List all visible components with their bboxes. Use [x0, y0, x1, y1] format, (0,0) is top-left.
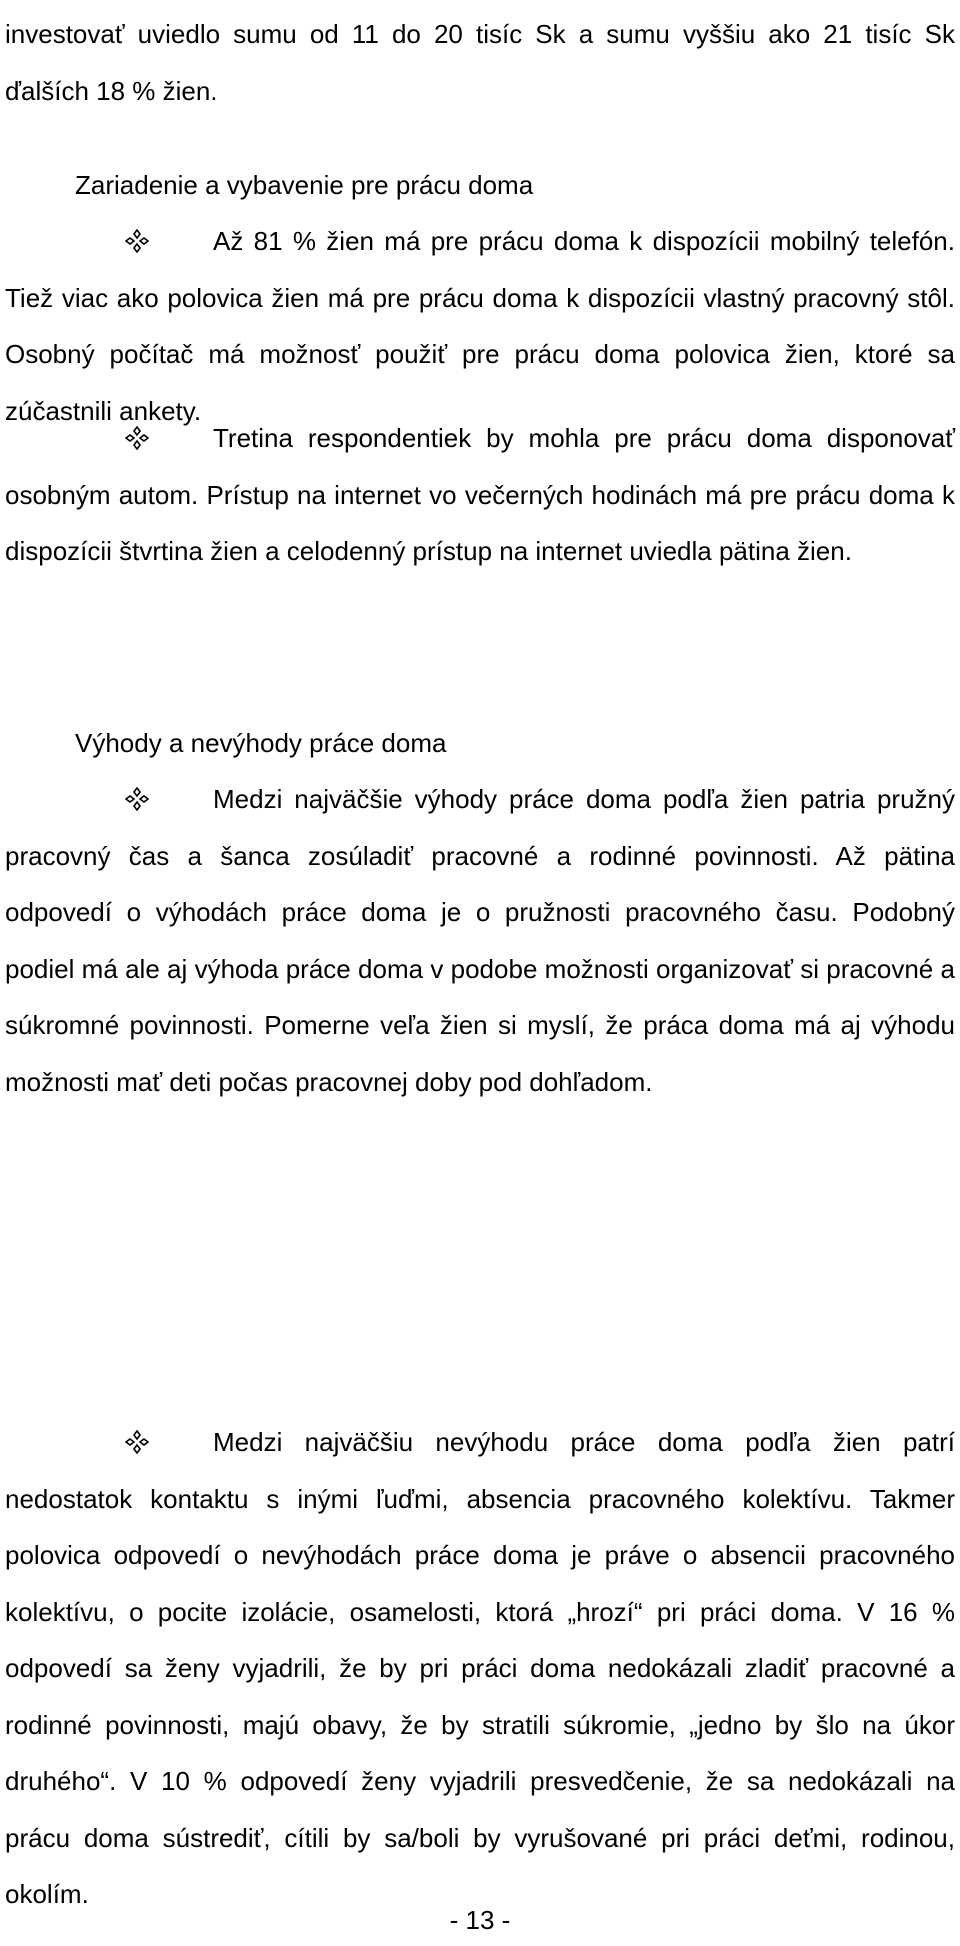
bullet-paragraph-disadvantages [5, 1414, 955, 1923]
page-number: - 13 - [449, 1905, 511, 1935]
bullet-paragraph-car-internet [5, 410, 955, 580]
bullet-text: Tretina respondentiek by mohla pre prácu doma disponovať osobným autom. Prístup na internet vo večerných hodinách má pre prácu doma k dispozícii štvrtina žien a celodenný prístup na internet uviedla pätina žien. [5, 423, 955, 566]
bullet-text: Medzi najväčšie výhody práce doma podľa žien patria pružný pracovný čas a šanca zosúladiť pracovné a rodinné povinnosti. Až pätina odpovedí o výhodách práce doma je o pružnosti pracovného času. Podobný podiel má ale aj výhoda práce doma v podobe možnosti organizovať si pracovné a súkromné povinnosti. Pomerne veľa žien si myslí, že práca doma má aj výhodu možnosti mať deti počas pracovnej doby pod dohľadom. [5, 784, 955, 1097]
section-heading-equipment: Zariadenie a vybavenie pre prácu doma [75, 170, 534, 200]
four-diamond-bullet-icon [5, 213, 213, 270]
four-diamond-bullet-icon [5, 410, 213, 467]
four-diamond-bullet-icon [5, 771, 213, 828]
four-diamond-bullet-icon [5, 1414, 213, 1471]
bullet-text: Medzi najväčšiu nevýhodu práce doma podľa žien patrí nedostatok kontaktu s inými ľuďmi, absencia pracovného kolektívu. Takmer polovica odpovedí o nevýhodách práce doma je práve o absencii pracovného kolektívu, o pocite izolácie, osamelosti, ktorá „hrozí“ pri práci doma. V 16 % odpovedí sa ženy vyjadrili, že by pri práci doma nedokázali zladiť pracovné a rodinné povinnosti, majú obavy, že by stratili súkromie, „jedno by šlo na úkor druhého“. V 10 % odpovedí ženy vyjadrili presvedčenie, že sa nedokázali na prácu doma sústrediť, cítili by sa/boli by vyrušované pri práci deťmi, rodinou, okolím. [5, 1427, 955, 1909]
bullet-paragraph-mobile-phone [5, 213, 955, 439]
intro-paragraph: investovať uviedlo sumu od 11 do 20 tisíc Sk a sumu vyššiu ako 21 tisíc Sk ďalších 18 % žien. [5, 19, 955, 106]
bullet-paragraph-advantages [5, 771, 955, 1110]
section-heading-pros-cons: Výhody a nevýhody práce doma [75, 728, 447, 758]
bullet-text: Až 81 % žien má pre prácu doma k dispozícii mobilný telefón. Tiež viac ako polovica žien má pre prácu doma k dispozícii vlastný pracovný stôl. Osobný počítač má možnosť použiť pre prácu doma polovica žien, ktoré sa zúčastnili ankety. [5, 226, 955, 426]
